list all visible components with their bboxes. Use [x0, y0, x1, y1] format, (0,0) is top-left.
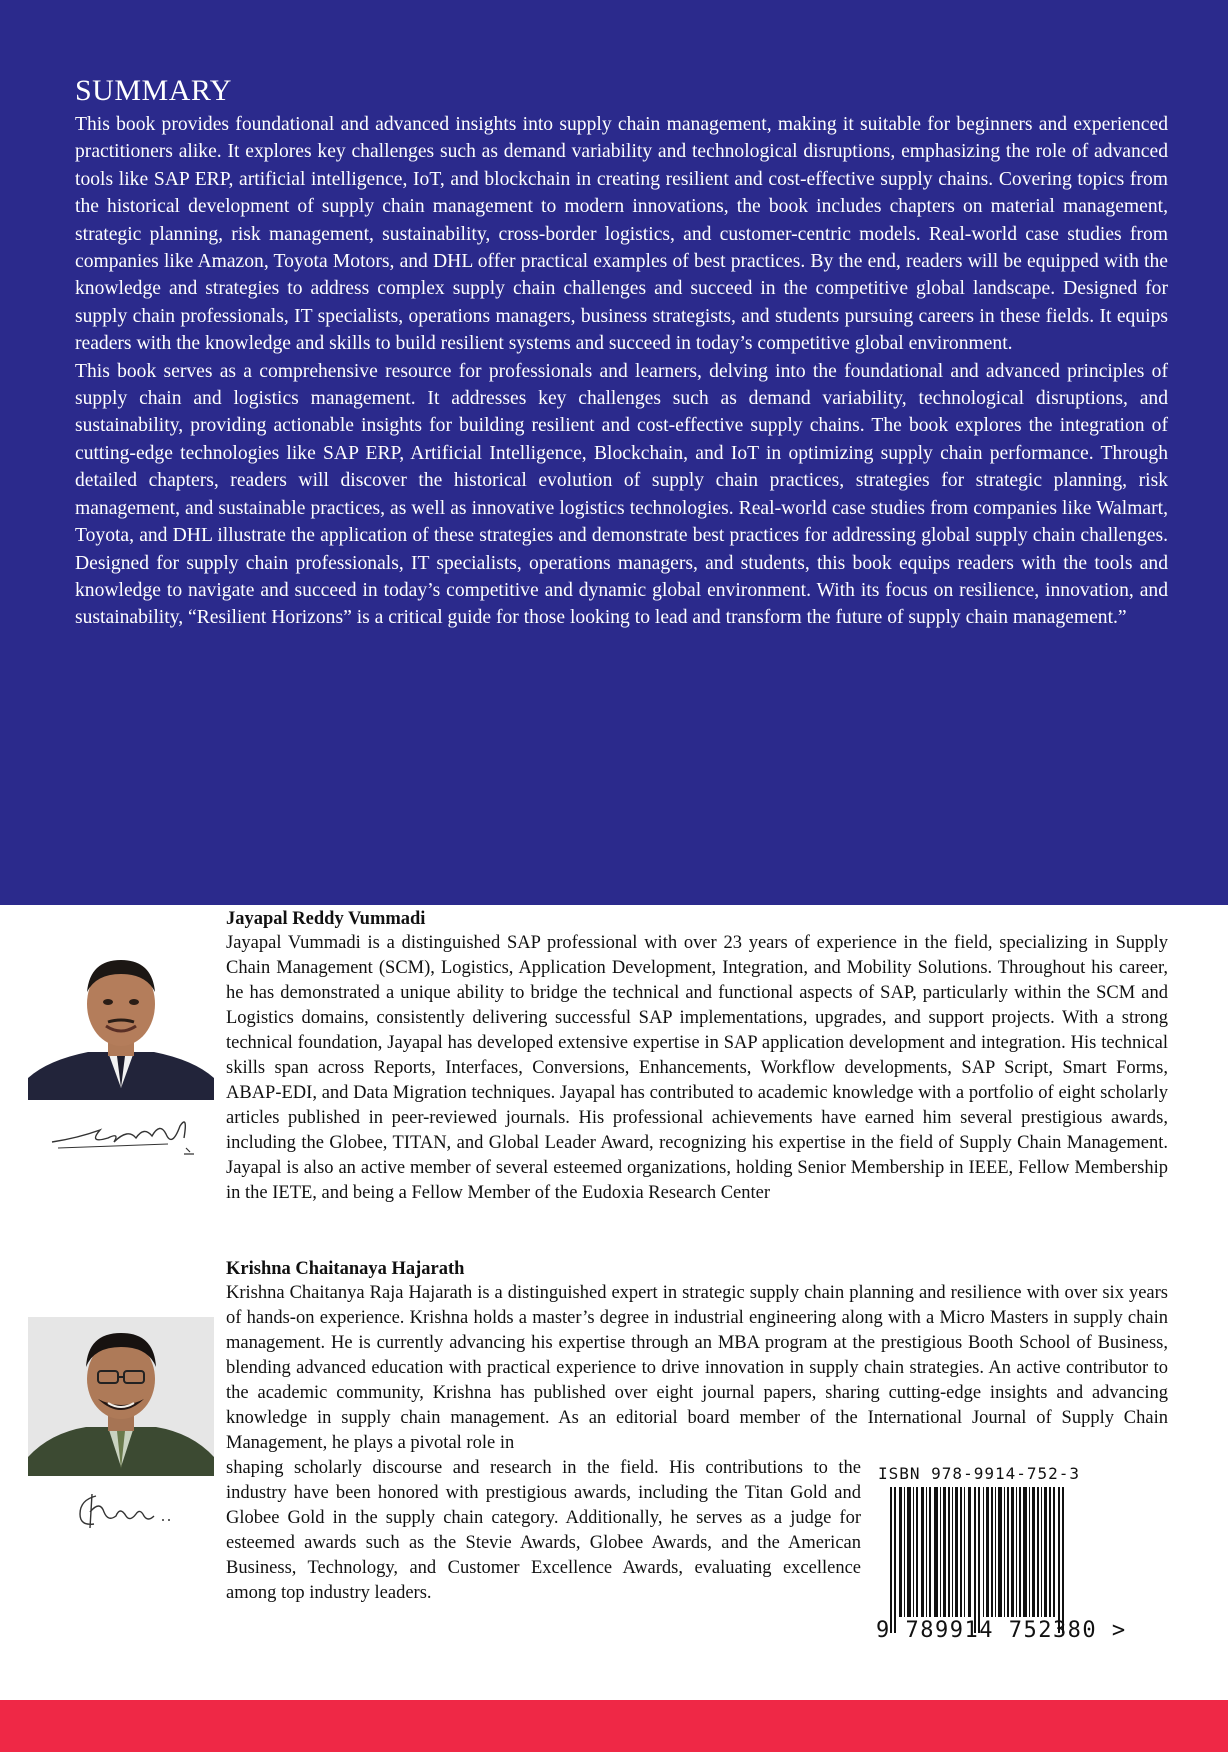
author-1-name: Jayapal Reddy Vummadi: [226, 909, 426, 929]
author-2-photo: [28, 1317, 214, 1476]
bottom-band: [0, 1700, 1228, 1752]
isbn-label: ISBN 978-9914-752-3: [878, 1464, 1081, 1483]
author-1-signature: [48, 1108, 208, 1160]
author-2-signature: [74, 1486, 184, 1534]
author-2-name: Krishna Chaitanaya Hajarath: [226, 1259, 465, 1279]
summary-paragraph-2: This book serves as a comprehensive resource for professionals and learners, delving into the foundational and advanced principles of supply chain and logistics management. It addresses key challenges such as demand variability, technological disruptions, and sustainability, providing actionable insights for building resilient and cost-effective supply chains. The book explores the integration of cutting-edge technologies like SAP ERP, Artificial Intelligence, Blockchain, and IoT in optimizing supply chain performance. Through detailed chapters, readers will discover the historical evolution of supply chain practices, strategies for strategic planning, risk management, and sustainable practices, as well as innovative logistics technologies. Real-world case studies from companies like Walmart, Toyota, and DHL illustrate the application of these strategies and demonstrate best practices for addressing global supply chain challenges. Designed for supply chain professionals, IT specialists, operations managers, and students, this book equips readers with the tools and knowledge to navigate and succeed in today’s competitive and dynamic global environment. With its focus on resilience, innovation, and sustainability, “Resilient Horizons” is a critical guide for those looking to lead and transform the future of supply chain management.”: [75, 360, 1168, 629]
author-1-bio-block: [226, 907, 1168, 1206]
author-1-bio: Jayapal Vummadi is a distinguished SAP professional with over 23 years of experience in the field, specializing in Supply Chain Management (SCM), Logistics, Application Development, Integration, and Mobility Solutions. Throughout his career, he has demonstrated a unique ability to bridge the technical and functional aspects of SAP, particularly within the SCM and Logistics domains, consistently delivering successful SAP implementations, upgrades, and support projects. With a strong technical foundation, Jayapal has developed extensive expertise in SAP application development and integration. His technical skills span across Reports, Interfaces, Conversions, Enhancements, Workflow developments, SAP Script, Smart Forms, ABAP-EDI, and Data Migration techniques. Jayapal has contributed to academic knowledge with a portfolio of eight scholarly articles published in peer-reviewed journals. His professional achievements have earned him several prestigious awards, including the Globee, TITAN, and Global Leader Award, recognizing his expertise in the field of Supply Chain Management. Jayapal is also an active member of several esteemed organizations, holding Senior Membership in IEEE, Fellow Membership in the IETE, and being a Fellow Member of the Eudoxia Research Center: [226, 933, 1168, 1203]
author-2-bio-part-1: Krishna Chaitanya Raja Hajarath is a distinguished expert in strategic supply chain planning and resilience with over six years of hands-on experience. Krishna holds a master’s degree in industrial engineering along with a Micro Masters in supply chain management. He is currently advancing his expertise through an MBA program at the prestigious Booth School of Business, blending advanced education with practical experience to drive innovation in supply chain strategies. An active contributor to the academic community, Krishna has published over eight journal papers, sharing cutting-edge insights and advancing knowledge in supply chain management. As an editorial board member of the International Journal of Supply Chain Management, he plays a pivotal role in: [226, 1283, 1168, 1453]
barcode-icon: [876, 1487, 1086, 1637]
summary-title: SUMMARY: [75, 74, 232, 107]
summary-body: [75, 111, 1168, 632]
author-2-bio-part-2: shaping scholarly discourse and research in the field. His contributions to the industry have been honored with prestigious awards, including the Titan Gold and Globee Gold in the supply chain category. Additionally, he serves as a judge for esteemed awards such as the Stevie Awards, Globee Awards, and the American Business, Technology, and Customer Excellence Awards, evaluating excellence among top industry leaders.: [226, 1458, 861, 1603]
author-1-photo: [28, 948, 214, 1100]
isbn-digits: 9 789914 752380 >: [876, 1618, 1127, 1643]
summary-paragraph-1: This book provides foundational and advanced insights into supply chain management, making it suitable for beginners and experienced practitioners alike. It explores key challenges such as demand variability and technological disruptions, emphasizing the role of advanced tools like SAP ERP, artificial intelligence, IoT, and blockchain in creating resilient and cost-effective supply chains. Covering topics from the historical development of supply chain management to modern innovations, the book includes chapters on material management, strategic planning, risk management, sustainability, cross-border logistics, and customer-centric models. Real-world case studies from companies like Amazon, Toyota Motors, and DHL offer practical examples of best practices. By the end, readers will be equipped with the knowledge and strategies to address complex supply chain challenges and succeed in the competitive global landscape. Designed for supply chain professionals, IT specialists, operations managers, business strategists, and students pursuing careers in these fields. It equips readers with the knowledge and skills to build resilient systems and succeed in today’s competitive global environment.: [75, 114, 1168, 355]
